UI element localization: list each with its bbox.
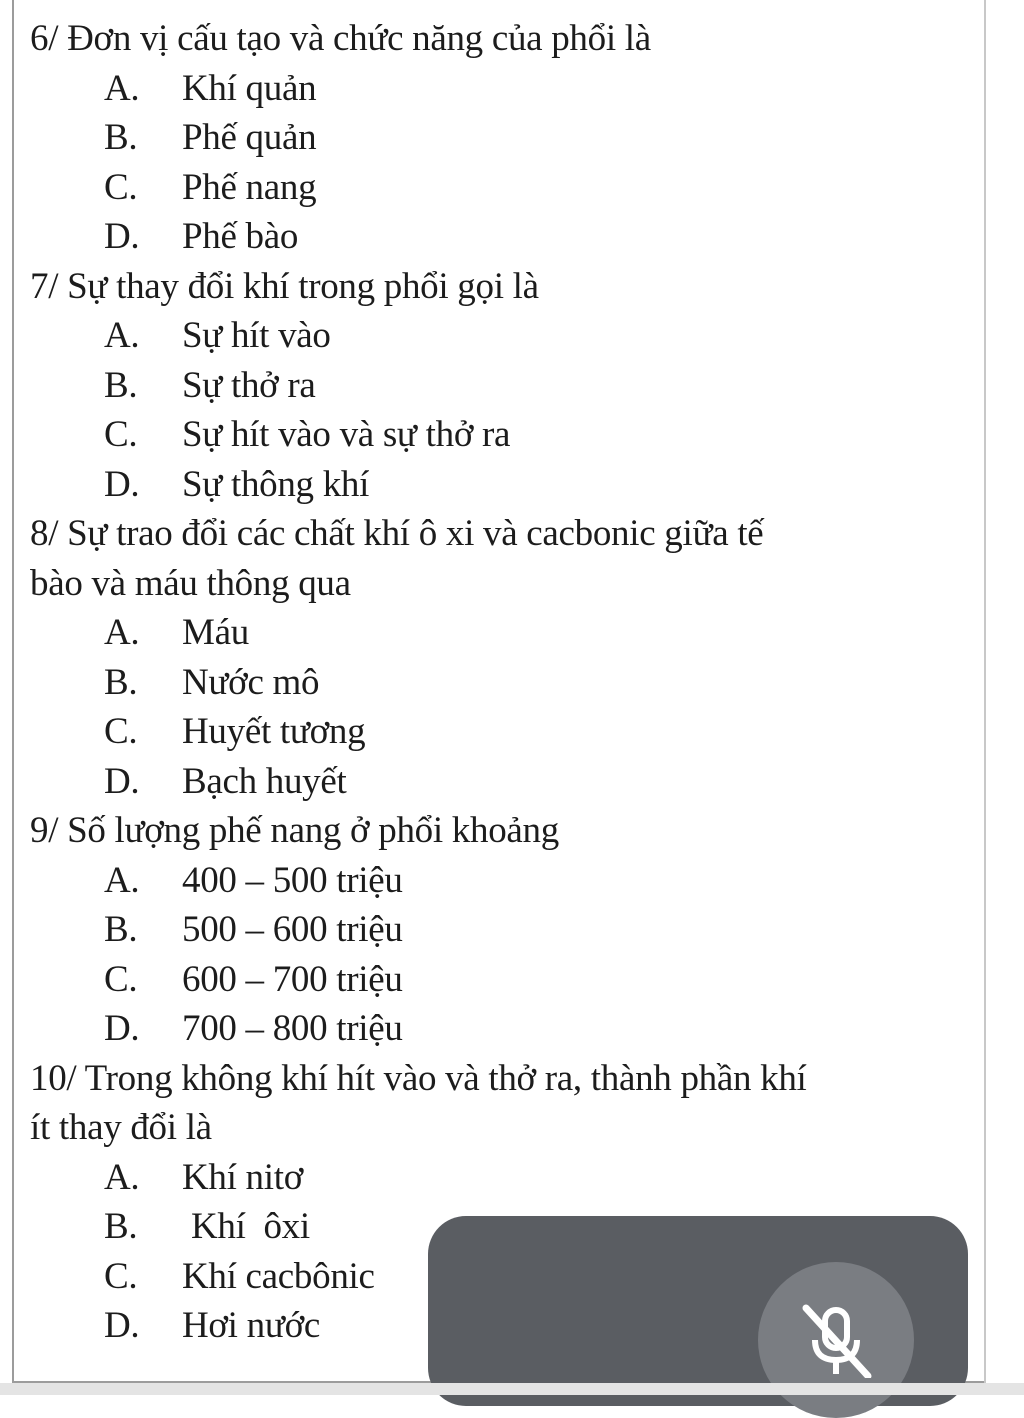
page-edge [984, 0, 1024, 1395]
option-b [30, 905, 970, 955]
option-text: Huyết tương [182, 711, 366, 752]
bottom-edge [0, 1383, 1024, 1395]
question-7 [30, 262, 970, 510]
option-c [30, 163, 970, 213]
option-letter: B. [104, 364, 138, 406]
option-text: Sự thông khí [182, 463, 370, 505]
option-text: Khí cacbônic [182, 1255, 375, 1297]
question-text-continued: ít thay đổi là [30, 1107, 212, 1148]
option-text: Phế nang [182, 166, 317, 208]
option-text: Khí ôxi [182, 1206, 310, 1247]
option-text: Phế bào [182, 216, 299, 257]
option-d [30, 757, 970, 807]
option-text: Sự hít vào và sự thở ra [182, 414, 511, 455]
option-letter: C. [104, 958, 138, 1000]
question-text: 9/ Số lượng phế nang ở phổi khoảng [30, 810, 559, 851]
option-letter: B. [104, 117, 138, 158]
quiz-document [30, 14, 970, 1351]
option-a [30, 856, 970, 906]
option-a [30, 608, 970, 658]
option-text: 500 – 600 triệu [182, 909, 403, 950]
option-letter: B. [104, 661, 138, 703]
option-letter: A. [104, 315, 140, 356]
option-text: Nước mô [182, 661, 320, 703]
option-text: Khí quản [182, 67, 317, 109]
option-letter: C. [104, 1255, 138, 1297]
question-9 [30, 806, 970, 1054]
option-b [30, 113, 970, 163]
option-text: 400 – 500 triệu [182, 859, 403, 901]
question-text: 8/ Sự trao đổi các chất khí ô xi và cacbonic giữa tế [30, 513, 764, 554]
question-text-continued: bào và máu thông qua [30, 562, 351, 604]
option-text: Hơi nước [182, 1305, 320, 1346]
question-text: 6/ Đơn vị cấu tạo và chức năng của phổi là [30, 18, 651, 59]
option-letter: A. [104, 67, 140, 109]
option-text: 700 – 800 triệu [182, 1008, 403, 1049]
option-d [30, 1004, 970, 1054]
option-letter: D. [104, 1008, 140, 1049]
option-text: Máu [182, 612, 249, 653]
option-letter: A. [104, 612, 140, 653]
question-6 [30, 14, 970, 262]
option-text: 600 – 700 triệu [182, 958, 403, 1000]
option-text: Sự thở ra [182, 364, 316, 406]
option-a [30, 1153, 970, 1203]
option-d [30, 212, 970, 262]
option-letter: D. [104, 463, 140, 505]
question-text: 10/ Trong không khí hít vào và thở ra, thành phần khí [30, 1057, 807, 1099]
option-a [30, 64, 970, 114]
option-letter: B. [104, 909, 138, 950]
option-letter: D. [104, 216, 140, 257]
option-letter: D. [104, 760, 140, 802]
option-c [30, 707, 970, 757]
option-text: Sự hít vào [182, 315, 331, 356]
option-c [30, 955, 970, 1005]
option-letter: D. [104, 1305, 140, 1346]
option-b [30, 658, 970, 708]
option-letter: B. [104, 1206, 138, 1247]
option-a [30, 311, 970, 361]
option-letter: C. [104, 166, 138, 208]
option-text: Khí nitơ [182, 1156, 303, 1198]
option-b [30, 361, 970, 411]
option-letter: C. [104, 711, 138, 752]
option-c [30, 410, 970, 460]
option-d [30, 460, 970, 510]
question-text: 7/ Sự thay đổi khí trong phổi gọi là [30, 265, 539, 307]
option-text: Phế quản [182, 117, 317, 158]
microphone-muted-icon [798, 1302, 874, 1378]
option-text: Bạch huyết [182, 760, 347, 802]
option-letter: C. [104, 414, 138, 455]
option-letter: A. [104, 859, 140, 901]
question-8 [30, 509, 970, 806]
option-letter: A. [104, 1156, 140, 1198]
